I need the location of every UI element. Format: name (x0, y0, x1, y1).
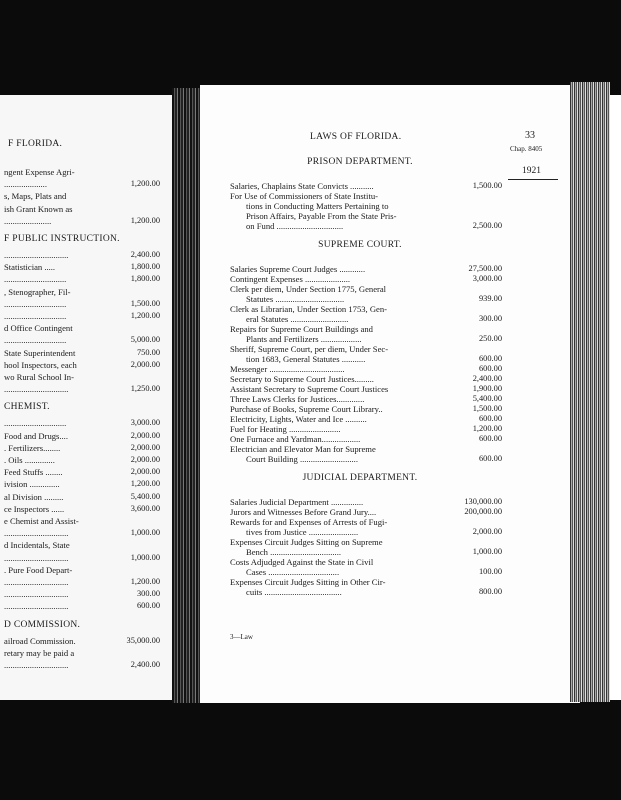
entry-amount: 1,500.00 (472, 404, 502, 413)
left-line-text: al Division ......... (4, 491, 64, 502)
entry-text: Clerk per diem, Under Section 1775, General (230, 284, 387, 294)
entry-text: Cases ................................. (246, 567, 340, 577)
section-title: SUPREME COURT. (318, 240, 402, 250)
left-line-amount: 1,200.00 (130, 179, 160, 189)
left-line-amount: 1,800.00 (130, 274, 160, 284)
entry-amount: 300.00 (478, 314, 502, 323)
entry-amount: 130,000.00 (464, 497, 502, 506)
left-page (0, 95, 180, 700)
entry-text: Salaries Supreme Court Judges ............ (230, 264, 366, 274)
left-line-amount: 3,000.00 (130, 418, 160, 428)
entry-text: Electricity, Lights, Water and Ice .......... (230, 414, 367, 424)
left-line-amount: 3,600.00 (130, 503, 160, 513)
left-line-text: ngent Expense Agri- (4, 167, 75, 177)
left-line-amount: 600.00 (136, 601, 160, 611)
entry-text: Assistant Secretary to Supreme Court Justices (230, 384, 389, 394)
left-line-text: .............................. (4, 660, 69, 670)
entry-text: on Fund ............................... (246, 221, 344, 231)
entry-amount: 800.00 (478, 587, 502, 596)
left-line-amount: 2,000.00 (130, 455, 160, 464)
left-section-heading: CHEMIST. (4, 402, 50, 413)
left-line-text: .............................. (4, 528, 69, 539)
entry-text: tions in Conducting Matters Pertaining to (246, 201, 389, 211)
left-line-text: ............................. (4, 418, 67, 429)
left-line-amount: 1,200.00 (130, 215, 160, 225)
left-line-text: ...................... (4, 215, 52, 226)
left-line-amount: 5,400.00 (130, 491, 160, 501)
entry-text: Court Building ........................... (246, 454, 358, 464)
section-title: PRISON DEPARTMENT. (307, 157, 413, 167)
left-line-amount: 35,000.00 (126, 635, 160, 645)
left-line-text: .............................. (4, 601, 69, 612)
entry-text: Salaries, Chaplains State Convicts ........... (230, 181, 374, 191)
left-section-heading: D COMMISSION. (4, 619, 81, 630)
entry-amount: 600.00 (478, 414, 502, 423)
left-line-text: d Incidentals, State (4, 540, 70, 551)
left-line-text: .............................. (4, 250, 69, 260)
entry-text: For Use of Commissioners of State Institu- (230, 191, 378, 201)
left-line-text: d Office Contingent (4, 323, 73, 334)
entry-text: Expenses Circuit Judges Sitting on Supreme (230, 537, 383, 547)
entry-text: Costs Adjudged Against the State in Civil (230, 557, 374, 567)
left-line-amount: 1,200.00 (130, 577, 160, 586)
scan-bottom-border (0, 700, 621, 800)
entry-amount: 200,000.00 (464, 507, 502, 516)
entry-text: Salaries Judicial Department ............... (230, 497, 364, 507)
entry-text: Secretary to Supreme Court Justices......... (230, 374, 374, 384)
left-line-amount: 2,000.00 (130, 467, 160, 477)
entry-text: Messenger ................................... (230, 364, 345, 374)
entry-amount: 2,500.00 (472, 221, 502, 230)
left-line-amount: 5,000.00 (130, 335, 160, 345)
running-head: LAWS OF FLORIDA. (310, 132, 402, 142)
left-line-text: ivision .............. (4, 479, 60, 490)
left-line-text: e Chemist and Assist- (4, 516, 79, 526)
entry-text: cuits .................................... (246, 587, 342, 597)
entry-amount: 27,500.00 (468, 264, 502, 273)
entry-text: Bench ................................. (246, 547, 342, 557)
left-line-amount: 1,000.00 (130, 528, 160, 538)
left-line-text: Feed Stuffs ........ (4, 467, 63, 478)
entry-text: Jurors and Witnesses Before Grand Jury.... (230, 507, 377, 517)
entry-text: Clerk as Librarian, Under Section 1753, Gen- (230, 304, 388, 314)
left-line-amount: 2,000.00 (130, 359, 160, 369)
entry-text: tives from Justice ....................... (246, 527, 359, 537)
left-line-text: ............................. (4, 274, 67, 285)
left-line-text: . Fertilizers........ (4, 442, 61, 453)
left-line-text: retary may be paid a (4, 647, 75, 658)
entry-amount: 2,000.00 (472, 527, 502, 536)
entry-amount: 1,900.00 (472, 384, 502, 393)
left-line-text: ............................. (4, 335, 67, 346)
scan-top-border (0, 0, 621, 95)
entry-amount: 5,400.00 (472, 394, 502, 403)
left-line-text: ce Inspectors ...... (4, 503, 65, 514)
entry-text: Plants and Fertilizers ................... (246, 334, 362, 344)
left-line-text: wo Rural School In- (4, 372, 74, 382)
entry-amount: 1,200.00 (472, 424, 502, 433)
left-page-heading: F FLORIDA. (8, 139, 63, 149)
year-label: 1921 (522, 166, 541, 176)
left-line-text: ailroad Commission. (4, 635, 76, 646)
entry-text: One Furnace and Yardman.................. (230, 434, 361, 444)
left-line-amount: 750.00 (136, 347, 160, 357)
left-line-text: . Oils .............. (4, 455, 55, 465)
right-page (200, 85, 580, 703)
left-line-text: . Pure Food Depart- (4, 564, 73, 575)
left-line-amount: 1,250.00 (130, 384, 160, 394)
entry-text: Rewards for and Expenses of Arrests of Fugi- (230, 517, 388, 527)
left-line-amount: 2,400.00 (130, 250, 160, 259)
left-line-text: .............................. (4, 577, 69, 587)
entry-amount: 2,400.00 (472, 374, 502, 383)
left-line-amount: 1,200.00 (130, 311, 160, 320)
left-line-amount: 2,400.00 (130, 660, 160, 669)
left-line-amount: 300.00 (136, 589, 160, 599)
left-line-amount: 1,000.00 (130, 552, 160, 562)
entry-amount: 600.00 (478, 364, 502, 373)
entry-text: Expenses Circuit Judges Sitting in Other Cir- (230, 577, 386, 587)
entry-amount: 1,000.00 (472, 547, 502, 556)
left-line-amount: 1,800.00 (130, 262, 160, 272)
chapter-label: Chap. 8405 (510, 145, 543, 153)
left-line-text: , Stenographer, Fil- (4, 286, 71, 297)
entry-text: tion 1683, General Statutes ........... (246, 354, 366, 364)
left-line-amount: 2,000.00 (130, 430, 160, 440)
page-number: 33 (525, 130, 535, 141)
left-section-heading: F PUBLIC INSTRUCTION. (4, 234, 120, 244)
entry-amount: 600.00 (478, 454, 502, 463)
left-line-text: State Superintendent (4, 347, 76, 358)
left-line-text: Statistician ..... (4, 262, 56, 273)
left-line-amount: 1,500.00 (130, 298, 160, 308)
entry-text: Fuel for Heating ........................ (230, 424, 341, 434)
left-line-text: hool Inspectors, each (4, 359, 77, 370)
left-line-amount: 1,200.00 (130, 479, 160, 489)
left-line-text: ............................. (4, 311, 67, 321)
entry-amount: 600.00 (478, 434, 502, 443)
left-line-text: Food and Drugs.... (4, 430, 68, 441)
entry-text: Statutes ................................ (246, 294, 345, 304)
left-line-text: ish Grant Known as (4, 203, 73, 214)
entry-text: Three Laws Clerks for Justices............. (230, 394, 365, 404)
entry-text: eral Statutes ........................... (246, 314, 349, 324)
entry-text: Sheriff, Supreme Court, per diem, Under Sec- (230, 344, 389, 354)
entry-text: Prison Affairs, Payable From the State Pris- (246, 211, 397, 221)
left-line-text: .............................. (4, 552, 69, 563)
entry-text: Repairs for Supreme Court Buildings and (230, 324, 373, 334)
left-line-amount: 2,000.00 (130, 442, 160, 452)
book-gutter (172, 88, 200, 703)
entry-text: Contingent Expenses ..................... (230, 274, 351, 284)
entry-text: Electrician and Elevator Man for Supreme (230, 444, 376, 454)
left-line-text: .............................. (4, 384, 69, 395)
section-title: JUDICIAL DEPARTMENT. (302, 473, 418, 483)
left-line-text: .................... (4, 179, 47, 190)
left-line-text: ............................. (4, 298, 67, 309)
page-edges (570, 82, 610, 702)
left-line-text: .............................. (4, 589, 69, 600)
signature-mark: 3—Law (230, 633, 253, 641)
entry-text: Purchase of Books, Supreme Court Library.. (230, 404, 383, 414)
entry-amount: 600.00 (478, 354, 502, 363)
entry-amount: 1,500.00 (472, 181, 502, 190)
entry-amount: 100.00 (478, 567, 502, 576)
entry-amount: 250.00 (478, 334, 502, 343)
entry-amount: 939.00 (478, 294, 502, 303)
year-rule (508, 179, 558, 180)
left-line-text: s, Maps, Plats and (4, 191, 67, 202)
entry-amount: 3,000.00 (472, 274, 502, 283)
